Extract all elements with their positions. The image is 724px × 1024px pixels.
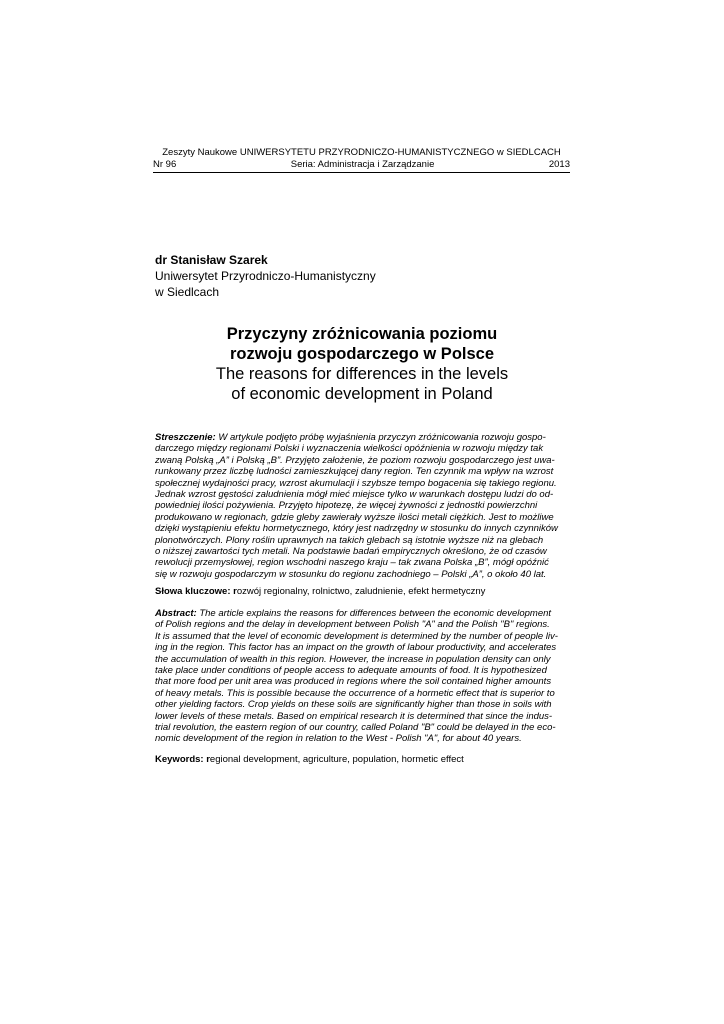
streszczenie-line-7: powiedniej ilości pożywienia. Przyjęto hipotezę, że więcej żywności z jednostki powierzchni	[155, 500, 538, 512]
author-affiliation-line1: Uniwersytet Przyrodniczo-Humanistyczny	[155, 269, 376, 283]
abstract-line-6: take place under conditions of people access to adequate amounts of food. It is hypothesized	[155, 665, 547, 677]
title-english-line2: of economic development in Poland	[231, 385, 493, 403]
slowa-kluczowe-first-letter: r	[230, 586, 237, 597]
abstract-line-5: the accumulation of wealth in this region. However, the increase in population density can only	[155, 653, 551, 665]
abstract-line-8: of heavy metals. This is possible because the occurrence of a hormetic effect that is superior to	[155, 687, 555, 699]
journal-name: Zeszyty Naukowe UNIWERSYTETU PRZYRODNICZO-HUMANISTYCZNEGO w SIEDLCACH	[162, 147, 561, 158]
streszczenie-line-10: plonotwórczych. Plony roślin uprawnych na takich glebach są istotnie wyższe niż na glebach	[155, 534, 544, 546]
keywords-first-letter: r	[203, 754, 210, 765]
abstract-line-1: The article explains the reasons for differences between the economic development	[196, 608, 552, 619]
streszczenie-line-4: runkowany przez liczbę ludności zamieszkującej dany region. Ten czynnik ma wpływ na wzrost	[155, 466, 554, 478]
streszczenie-line-9: dzięki wystąpieniu efektu hormetycznego, który jest nadrzędny w stosunku do innych czynników	[155, 523, 558, 535]
keywords-line	[155, 754, 569, 766]
issue-year: 2013	[548, 159, 570, 170]
abstract-line-9: other yielding factors. Crop yields on these soils are significantly higher than those in soils with	[155, 699, 552, 711]
title-english-line1: The reasons for differences in the levels	[215, 365, 509, 383]
abstract-line-3: It is assumed that the level of economic development is determined by the number of people liv-	[155, 630, 558, 642]
streszczenie-line-1: W artykule podjęto próbę wyjaśnienia przyczyn zróżnicowania rozwoju gospo-	[215, 432, 546, 443]
author-name: dr Stanisław Szarek	[155, 253, 268, 267]
journal-header	[153, 147, 570, 173]
streszczenie-line-12: rewolucji przemysłowej, region wschodni naszego kraju – tak zwana Polska „B”, mógł opóźnić	[155, 557, 549, 569]
abstract-line-4: ing in the region. This factor has an impact on the growth of labour productivity, and accelerates	[155, 642, 557, 654]
streszczenie-line-3: zwaną Polską „A” i Polską „B”. Przyjęto założenie, że poziom rozwoju gospodarczego jest uwa-	[155, 454, 555, 466]
author-affiliation-line2: w Siedlcach	[155, 285, 220, 299]
keywords-text: egional development, agriculture, population, hormetic effect	[209, 754, 464, 765]
streszczenie-line-11: o niższej zawartości tych metali. Na podstawie badań empirycznych określono, że od czasów	[155, 546, 547, 558]
journal-issue-line	[153, 159, 570, 173]
slowa-kluczowe-line	[155, 586, 569, 598]
author-block	[155, 252, 376, 300]
abstract-paragraph	[155, 608, 569, 745]
slowa-kluczowe-text: ozwój regionalny, rolnictwo, zaludnienie, efekt hermetyczny	[236, 586, 486, 597]
streszczenie-line-2: darczego między regionami Polski i wyznaczenia wielkości opóźnienia w rozwoju między tak	[155, 443, 544, 455]
abstract-line-10: lower levels of these metals. Based on empirical research it is determined that since the indus-	[155, 710, 553, 722]
title-polish-line1: Przyczyny zróżnicowania poziomu	[226, 325, 498, 343]
abstract-line-7: that more food per unit area was produced in regions where the soil contained higher amounts	[155, 676, 552, 688]
slowa-kluczowe-label: Słowa kluczowe:	[155, 586, 231, 597]
abstract-label: Abstract:	[155, 608, 197, 619]
abstract-line-12: nomic development of the region in relation to the West - Polish "A", for about 40 years.	[155, 733, 522, 745]
journal-series: Seria: Administracja i Zarządzanie	[290, 159, 435, 170]
streszczenie-line-13: się w rozwoju gospodarczym w stosunku do regionu zachodniego – Polski „A”, o około 40 lat.	[155, 568, 547, 580]
streszczenie-line-8: produkowano w regionach, gdzie gleby zawierały wyższe ilości metali ciężkich. Jest to możliwe	[155, 511, 554, 523]
streszczenie-line-6: Jednak wzrost gęstości zaludnienia mógł mieć miejsce tylko w warunkach dostępu ludzi do od-	[155, 489, 554, 501]
title-block	[155, 324, 569, 404]
streszczenie-paragraph	[155, 432, 569, 580]
abstract-line-11: trial revolution, the eastern region of our country, called Poland "B" could be delayed in the eco-	[155, 722, 556, 734]
keywords-label: Keywords:	[155, 754, 204, 765]
title-polish-line2: rozwoju gospodarczego w Polsce	[229, 345, 495, 363]
issue-number: Nr 96	[153, 159, 177, 170]
abstract-line-2: of Polish regions and the delay in development between Polish "A" and the Polish "B" regions.	[155, 619, 550, 631]
streszczenie-line-5: społecznej wydajności pracy, wzrost akumulacji i szybsze tempo bogacenia się takiego regionu.	[155, 477, 557, 489]
streszczenie-label: Streszczenie:	[155, 432, 216, 443]
